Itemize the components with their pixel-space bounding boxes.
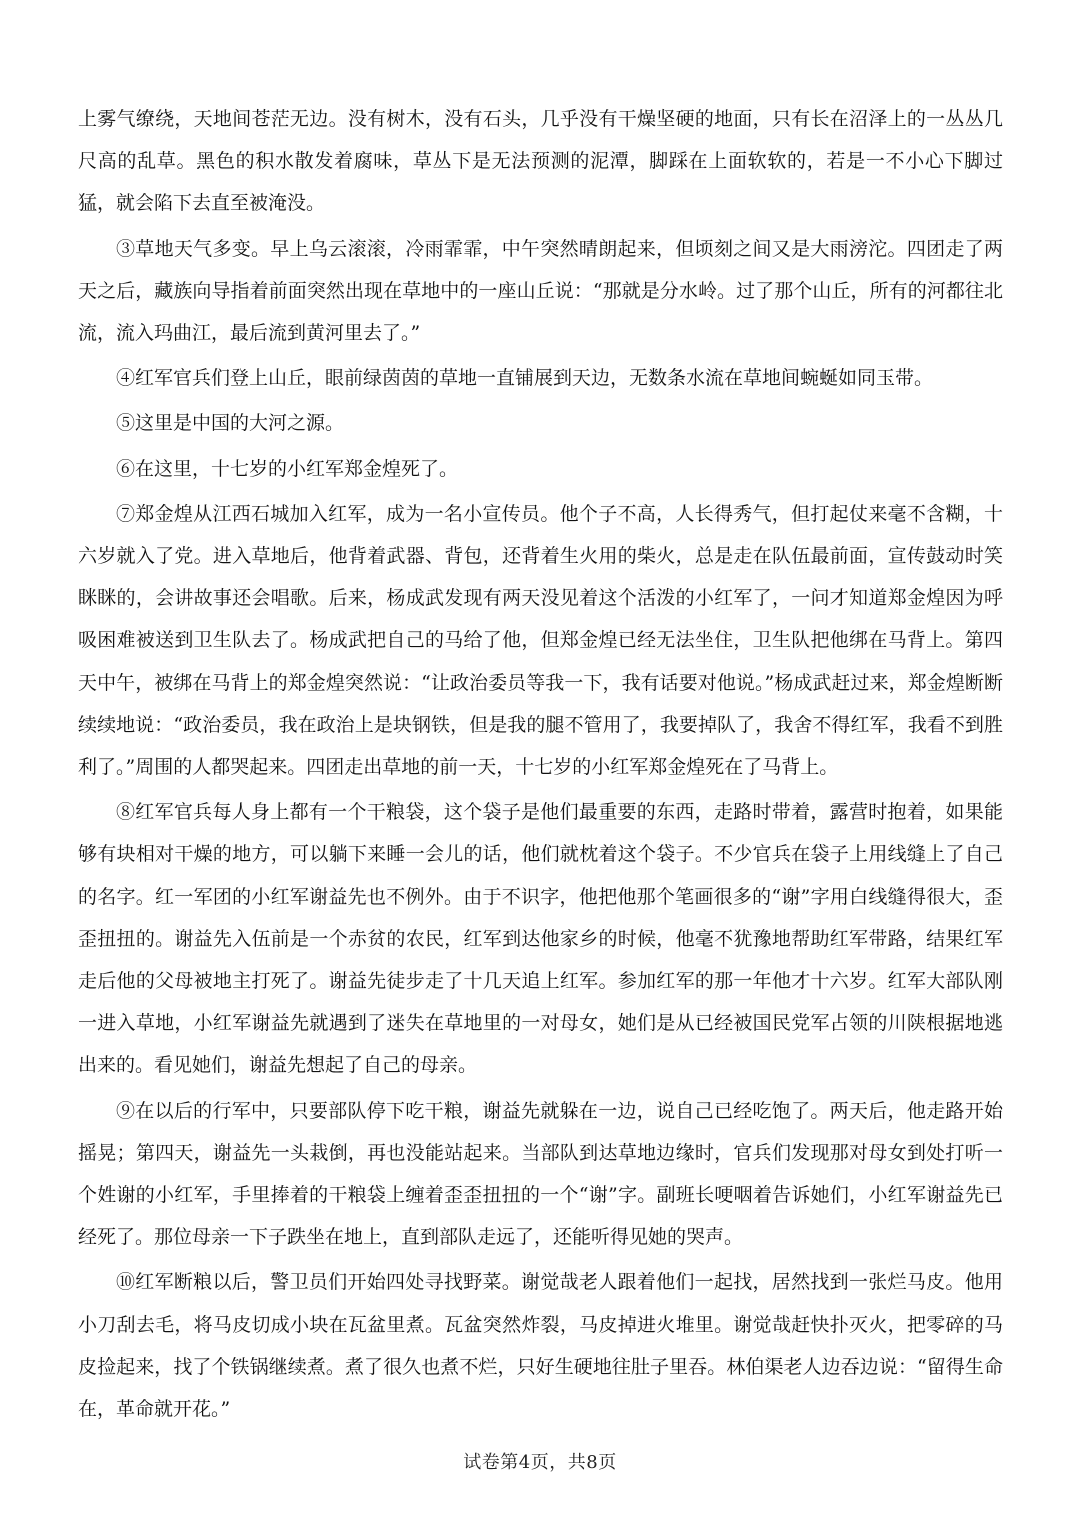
- paragraph-3: ③草地天气多变。早上乌云滚滚，冷雨霏霏，中午突然晴朗起来，但顷刻之间又是大雨滂沱。四团走了两天之后，藏族向导指着前面突然出现在草地中的一座山丘说：“那就是分水岭。过了那个山丘，所有的河都往北流，流入玛曲江，最后流到黄河里去了。”: [78, 237, 1003, 345]
- paragraph-7: ⑦郑金煌从江西石城加入红军，成为一名小宣传员。他个子不高，人长得秀气，但打起仗来毫不含糊，十六岁就入了党。进入草地后，他背着武器、背包，还背着生火用的柴火，总是走在队伍最前面，宣传鼓动时笑眯眯的，会讲故事还会唱歌。后来，杨成武发现有两天没见着这个活泼的小红军了，一问才知道郑金煌因为呼吸困难被送到卫生队去了。杨成武把自己的马给了他，但郑金煌已经无法坐住，卫生队把他绑在马背上。第四天中午，被绑在马背上的郑金煌突然说：“让政治委员等我一下，我有话要对他说。”杨成武赶过来，郑金煌断断续续地说：“政治委员，我在政治上是块钢铁，但是我的腿不管用了，我要掉队了，我舍不得红军，我看不到胜利了。”周围的人都哭起来。四团走出草地的前一天，十七岁的小红军郑金煌死在了马背上。: [78, 502, 1003, 779]
- paragraph-8: ⑧红军官兵每人身上都有一个干粮袋，这个袋子是他们最重要的东西，走路时带着，露营时抱着，如果能够有块相对干燥的地方，可以躺下来睡一会儿的话，他们就枕着这个袋子。不少官兵在袋子上用线缝上了自己的名字。红一军团的小红军谢益先也不例外。由于不识字，他把他那个笔画很多的“谢”字用白线缝得很大，歪歪扭扭的。谢益先入伍前是一个赤贫的农民，红军到达他家乡的时候，他毫不犹豫地帮助红军带路，结果红军走后他的父母被地主打死了。谢益先徒步走了十几天追上红军。参加红军的那一年他才十六岁。红军大部队刚一进入草地，小红军谢益先就遇到了迷失在草地里的一对母女，她们是从已经被国民党军占领的川陕根据地逃出来的。看见她们，谢益先想起了自己的母亲。: [78, 801, 1003, 1077]
- paragraph-4: ④红军官兵们登上山丘，眼前绿茵茵的草地一直铺展到天边，无数条水流在草地间蜿蜒如同玉带。: [116, 367, 934, 390]
- article-body: [78, 98, 1003, 1433]
- paragraph-6: ⑥在这里，十七岁的小红军郑金煌死了。: [116, 457, 459, 480]
- paragraph-5: ⑤这里是中国的大河之源。: [116, 412, 345, 435]
- paragraph-9: ⑨在以后的行军中，只要部队停下吃干粮，谢益先就躲在一边，说自己已经吃饱了。两天后，他走路开始摇晃；第四天，谢益先一头栽倒，再也没能站起来。当部队到达草地边缘时，官兵们发现那对母女到处打听一个姓谢的小红军，手里捧着的干粮袋上缠着歪歪扭扭的一个“谢”字。副班长哽咽着告诉她们，小红军谢益先已经死了。那位母亲一下子跌坐在地上，直到部队走远了，还能听得见她的哭声。: [78, 1099, 1003, 1249]
- paragraph-continuation: 上雾气缭绕，天地间苍茫无边。没有树木，没有石头，几乎没有干燥坚硬的地面，只有长在沼泽上的一丛丛几尺高的乱草。黑色的积水散发着腐味，草丛下是无法预测的泥潭，脚踩在上面软软的，若是一不小心下脚过猛，就会陷下去直至被淹没。: [78, 108, 1003, 215]
- page-number-footer: 试卷第4页，共8页: [463, 1452, 617, 1473]
- paragraph-10: ⑩红军断粮以后，警卫员们开始四处寻找野菜。谢觉哉老人跟着他们一起找，居然找到一张烂马皮。他用小刀刮去毛，将马皮切成小块在瓦盆里煮。瓦盆突然炸裂，马皮掉进火堆里。谢觉哉赶快扑灭火，把零碎的马皮捡起来，找了个铁锅继续煮。煮了很久也煮不烂，只好生硬地往肚子里吞。林伯渠老人边吞边说：“留得生命在，革命就开花。”: [78, 1271, 1003, 1421]
